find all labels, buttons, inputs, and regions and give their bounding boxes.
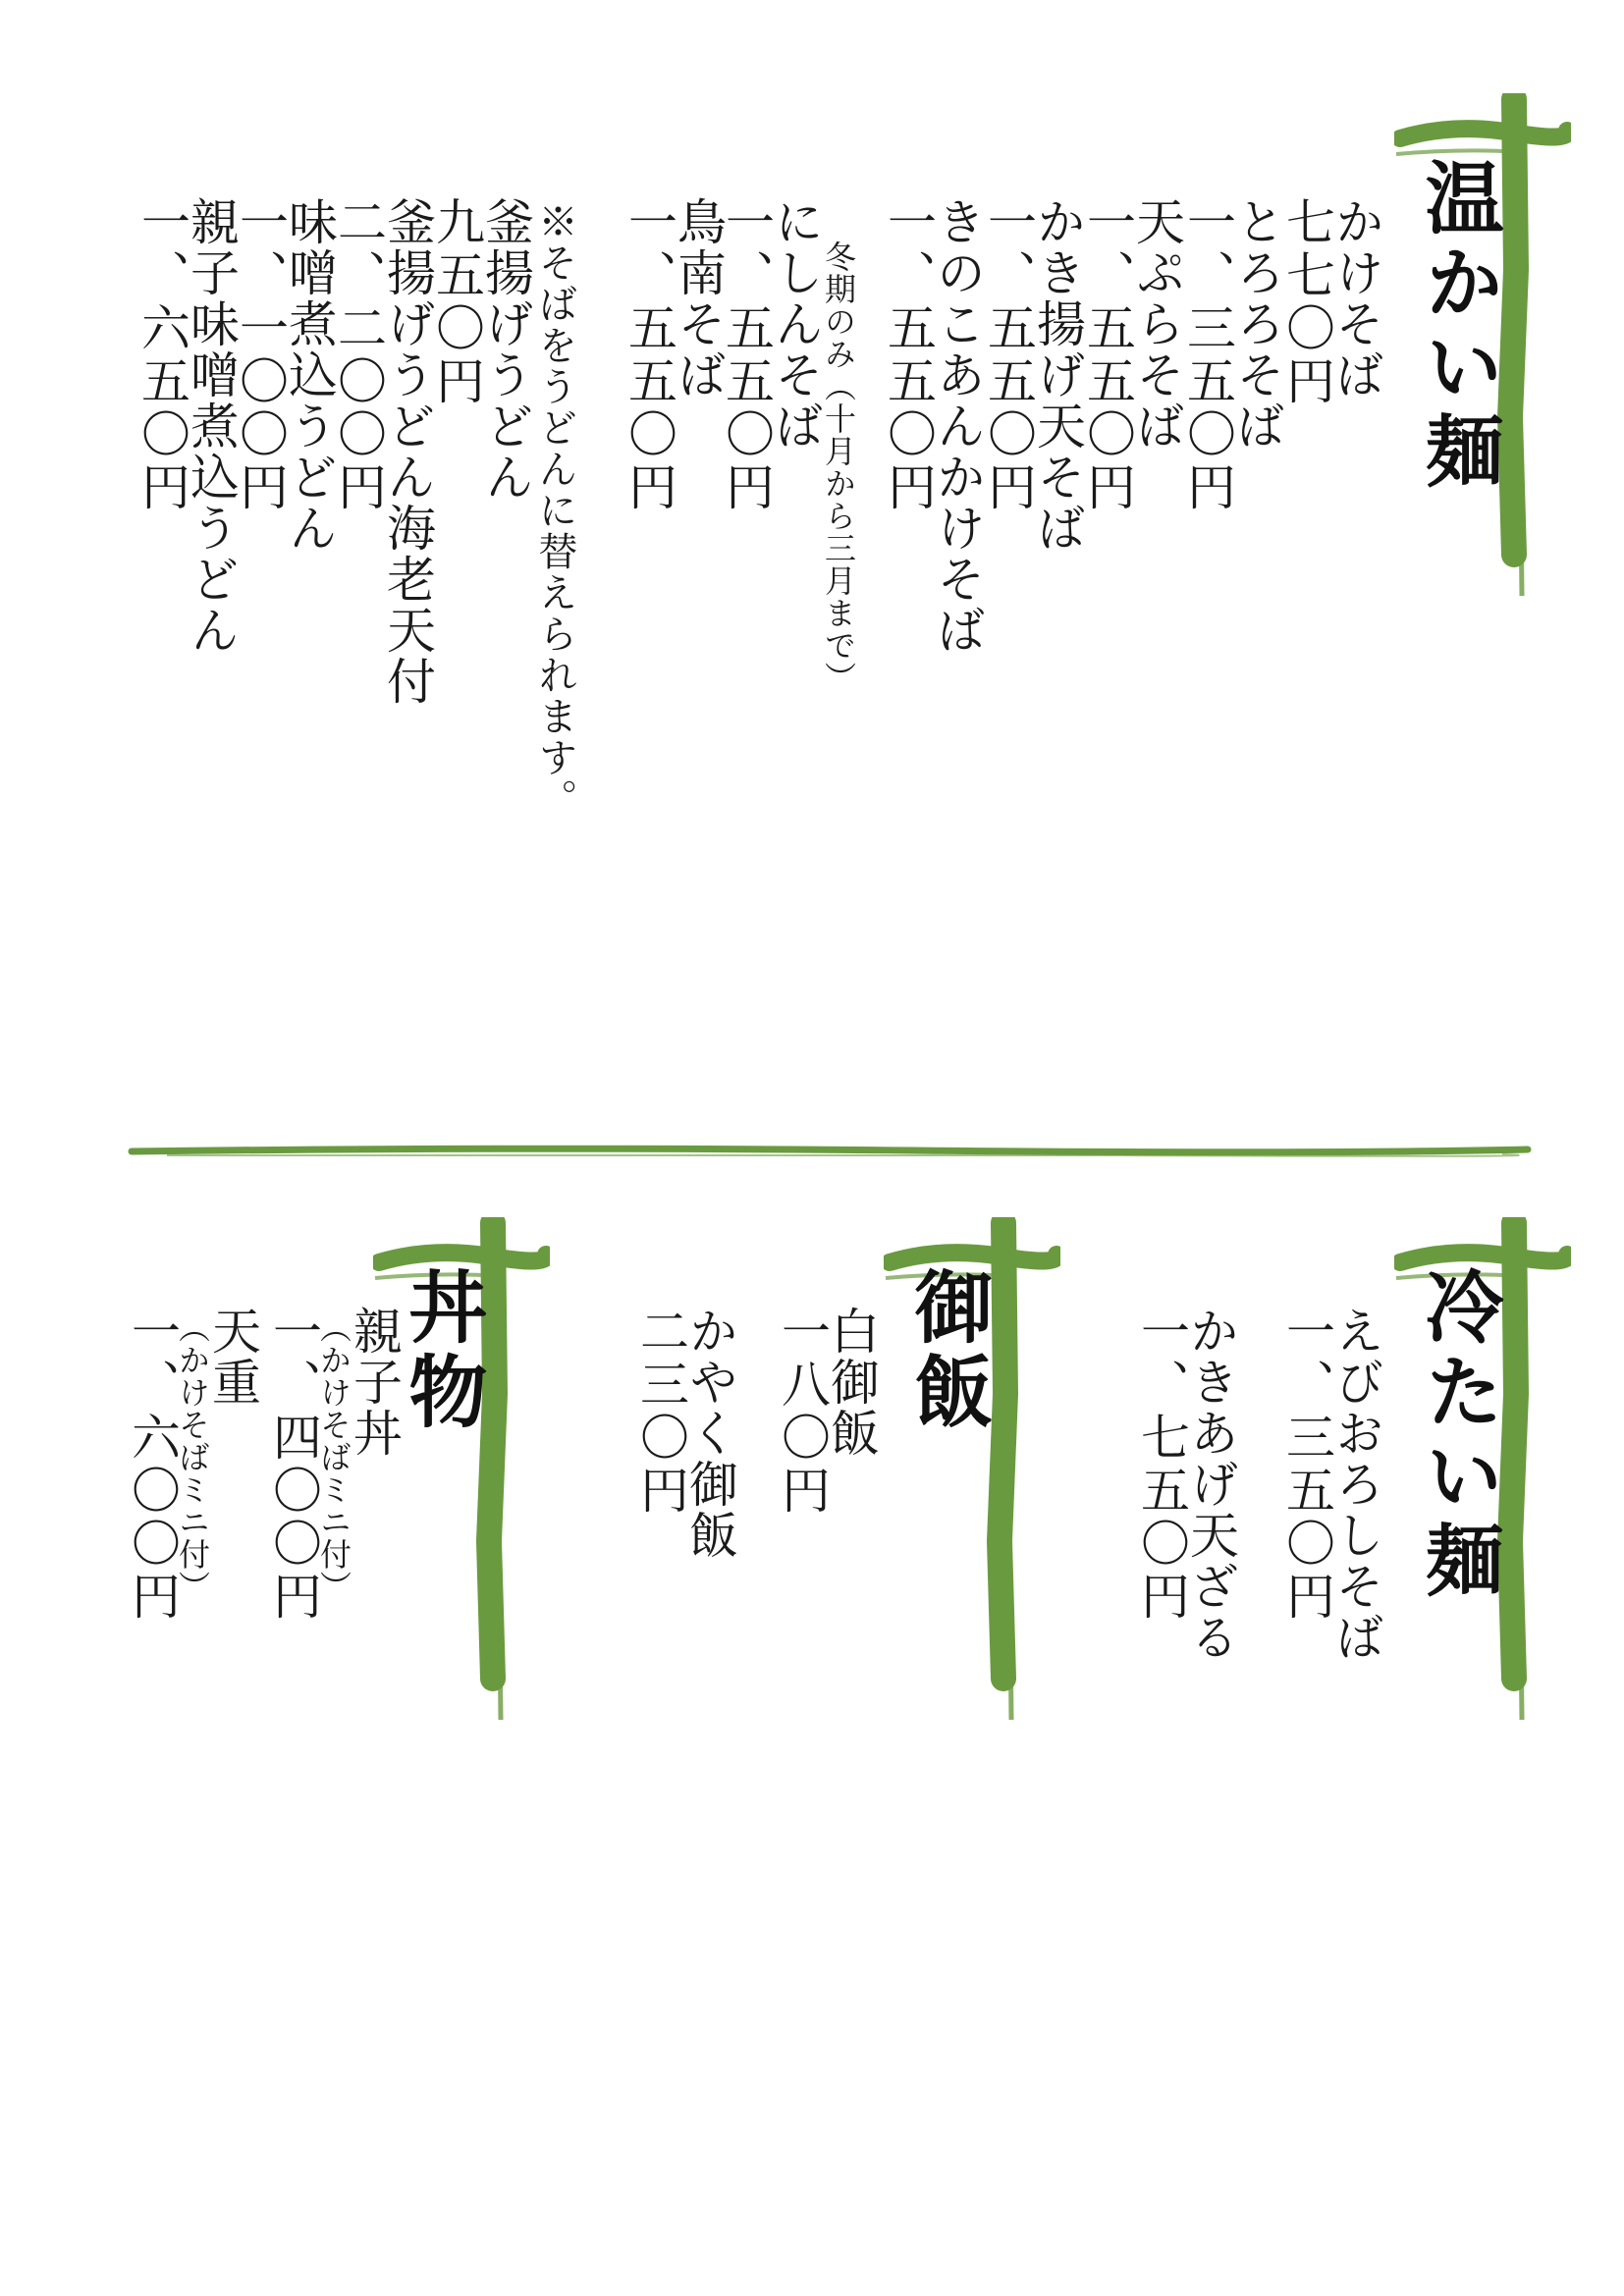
seasonal-note: 冬期のみ（十月から三月まで） (820, 240, 857, 694)
heading-warm-noodles: 温かい麺 (1412, 157, 1504, 495)
item-price: 二三〇円 (632, 1306, 689, 1518)
menu-item (428, 196, 534, 1090)
menu-item (134, 196, 240, 1090)
item-price: 一、五五〇円 (980, 196, 1037, 514)
item-label: きのこあんかけそば (929, 196, 986, 656)
item-price: 二、二〇〇円 (330, 196, 387, 514)
item-label: 天重 (204, 1306, 261, 1408)
item-price: 一、四〇〇円 (265, 1306, 322, 1624)
item-label: 味噌煮込うどん (281, 196, 338, 554)
item-label: かけそば (1327, 196, 1384, 400)
item-price: 七七〇円 (1278, 196, 1335, 408)
item-sub-note: （かけそばミニ付） (315, 1311, 352, 1603)
heading-cold-noodles: 冷たい麺 (1412, 1266, 1504, 1604)
item-label: 親子丼 (346, 1306, 403, 1459)
menu-item (1133, 1306, 1239, 2209)
item-price: 一、五五〇円 (621, 196, 677, 514)
item-label: かやく御飯 (681, 1306, 738, 1561)
heading-rice: 御飯 (901, 1266, 994, 1435)
menu-item (880, 196, 986, 1090)
menu-item (124, 1306, 261, 2209)
menu-item (1179, 196, 1285, 1090)
item-price: 一、三五〇円 (1179, 196, 1236, 514)
menu-item (1278, 196, 1384, 1090)
menu-item (330, 196, 436, 1090)
item-label: 天ぷらそば (1128, 196, 1185, 452)
item-price: 一、六〇〇円 (124, 1306, 181, 1624)
heading-bowls: 丼物 (396, 1266, 488, 1435)
item-price: 九五〇円 (428, 196, 485, 408)
item-label: 釜揚げうどん (477, 196, 534, 503)
section-divider (128, 1141, 1532, 1162)
item-label: とろろそば (1228, 196, 1285, 452)
menu-item (621, 196, 727, 1090)
menu-item (265, 1306, 403, 2209)
item-price: 一、七五〇円 (1133, 1306, 1190, 1624)
item-price: 一、三五〇円 (1278, 1306, 1335, 1624)
item-price: 一、一〇〇円 (232, 196, 289, 514)
menu-item (980, 196, 1086, 1090)
item-price: 一、五五〇円 (880, 196, 937, 514)
item-price: 一、五五〇円 (1079, 196, 1136, 514)
item-price: 一、六五〇円 (134, 196, 190, 514)
menu-item (632, 1306, 738, 2209)
menu-item (1278, 1306, 1384, 2209)
item-label: 親子味噌煮込うどん (183, 196, 240, 656)
menu-item (1079, 196, 1185, 1090)
item-label: かきあげ天ざる (1182, 1306, 1239, 1663)
item-label: 鳥南そば (670, 196, 727, 400)
item-price: 一八〇円 (774, 1306, 831, 1518)
item-label: にしんそば (767, 196, 824, 452)
item-price: 一、五五〇円 (718, 196, 775, 514)
item-label: 釜揚げうどん海老天付 (379, 196, 436, 707)
menu-item (718, 196, 824, 1090)
item-label: えびおろしそば (1327, 1306, 1384, 1663)
item-sub-note: （かけそばミニ付） (174, 1311, 211, 1603)
substitution-footnote: ※そばをうどんに替えられます。 (532, 201, 577, 820)
item-label: かき揚げ天そば (1029, 196, 1086, 554)
menu-item (232, 196, 338, 1090)
menu-item (774, 1306, 880, 2209)
item-label: 白御飯 (823, 1306, 880, 1459)
